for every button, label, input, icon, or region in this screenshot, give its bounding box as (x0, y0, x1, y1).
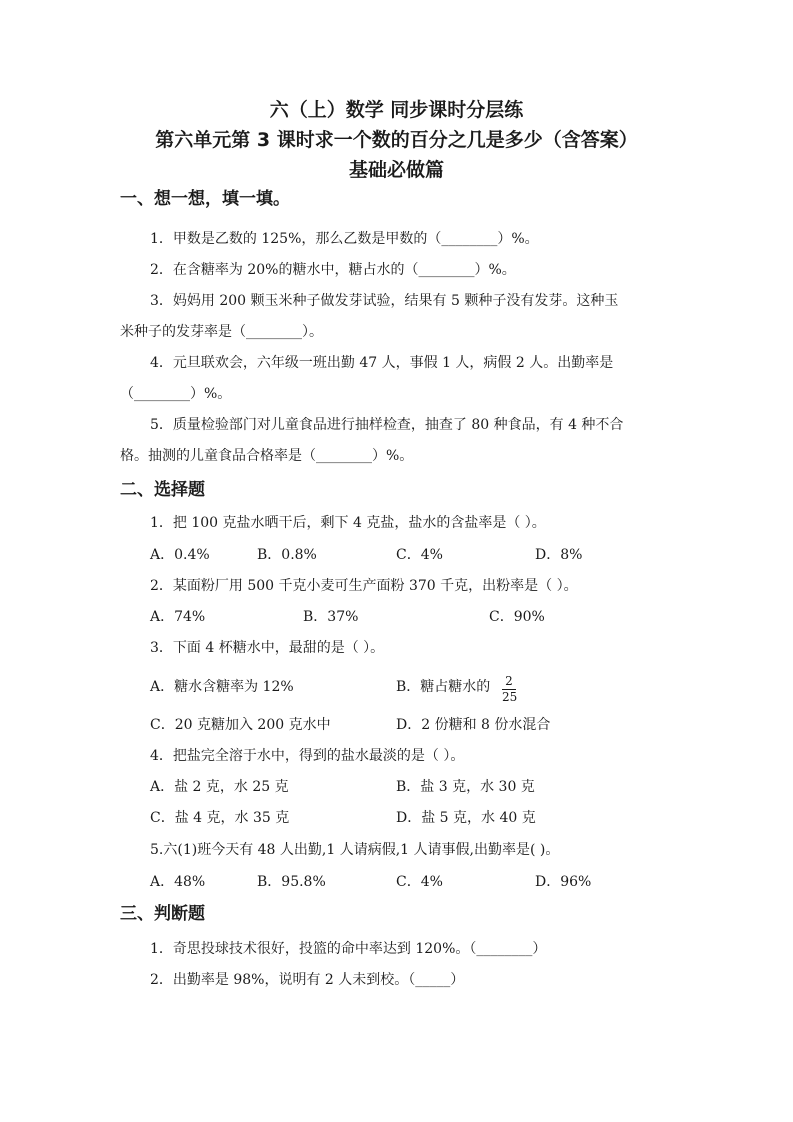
fill-question-4-line-2: （________）%。 (120, 386, 232, 402)
fill-question-3-line-1: 3．妈妈用 200 颗玉米种子做发芽试验，结果有 5 颗种子没有发芽。这种玉 (150, 293, 619, 309)
fill-question-5-line-1: 5．质量检验部门对儿童食品进行抽样检查，抽查了 80 种食品，有 4 种不合 (150, 417, 624, 433)
judge-question-2: 2．出勤率是 98%，说明有 2 人未到校。（_____） (150, 972, 465, 988)
choice-1-option-c: C．4% (396, 547, 443, 563)
fill-question-3-line-2: 米种子的发芽率是（________）。 (120, 324, 323, 340)
choice-question-2: 2．某面粉厂用 500 千克小麦可生产面粉 370 千克，出粉率是（ ）。 (150, 578, 578, 594)
choice-3-option-c: C．20 克糖加入 200 克水中 (150, 717, 331, 733)
choice-question-4: 4．把盐完全溶于水中，得到的盐水最淡的是（ ）。 (150, 748, 465, 764)
choice-2-option-b: B．37% (303, 609, 359, 625)
choice-4-option-d: D．盐 5 克，水 40 克 (396, 810, 536, 826)
fill-question-1: 1．甲数是乙数的 125%，那么乙数是甲数的（________）%。 (150, 231, 539, 247)
section-fill-heading: 一、想一想，填一填。 (120, 189, 290, 209)
choice-question-5: 5.六(1)班今天有 48 人出勤,1 人请病假,1 人请事假,出勤率是( )。 (150, 842, 560, 858)
choice-3-option-a: A．糖水含糖率为 12% (150, 679, 294, 695)
choice-5-option-c: C．4% (396, 874, 443, 890)
choice-question-3: 3．下面 4 杯糖水中，最甜的是（ ）。 (150, 640, 385, 656)
choice-4-option-b: B．盐 3 克，水 30 克 (396, 779, 535, 795)
choice-2-option-c: C．90% (489, 609, 545, 625)
page-level-title: 基础必做篇 (348, 159, 444, 181)
section-judge-heading: 三、判断题 (120, 904, 205, 924)
section-choice-heading: 二、选择题 (120, 480, 205, 500)
fill-question-2: 2．在含糖率为 20%的糖水中，糖占水的（________）%。 (150, 262, 516, 278)
page-subtitle: 第六单元第 3 课时求一个数的百分之几是多少（含答案） (155, 129, 638, 151)
choice-1-option-a: A．0.4% (150, 547, 210, 563)
fill-question-4-line-1: 4．元旦联欢会，六年级一班出勤 47 人，事假 1 人，病假 2 人。出勤率是 (150, 355, 614, 371)
choice-3-option-b: B．糖占糖水的 (396, 679, 491, 695)
judge-question-1: 1．奇思投球技术很好，投篮的命中率达到 120%。（________） (150, 941, 547, 957)
choice-4-option-c: C．盐 4 克，水 35 克 (150, 810, 290, 826)
choice-3-option-d: D．2 份糖和 8 份水混合 (396, 717, 551, 733)
page-title: 六（上）数学 同步课时分层练 (269, 99, 524, 121)
choice-5-option-b: B．95.8% (257, 874, 326, 890)
fill-question-5-line-2: 格。抽测的儿童食品合格率是（________）%。 (120, 448, 414, 464)
choice-5-option-a: A．48% (150, 874, 206, 890)
choice-1-option-d: D．8% (535, 547, 583, 563)
choice-4-option-a: A．盐 2 克，水 25 克 (150, 779, 289, 795)
choice-1-option-b: B．0.8% (257, 547, 317, 563)
choice-question-1: 1．把 100 克盐水晒干后，剩下 4 克盐，盐水的含盐率是（ ）。 (150, 515, 546, 531)
fraction-numerator: 2 (505, 674, 513, 688)
choice-2-option-a: A．74% (150, 609, 206, 625)
fraction-two-twentyfifths (502, 675, 516, 704)
choice-5-option-d: D．96% (535, 874, 592, 890)
fraction-denominator: 25 (502, 690, 518, 704)
